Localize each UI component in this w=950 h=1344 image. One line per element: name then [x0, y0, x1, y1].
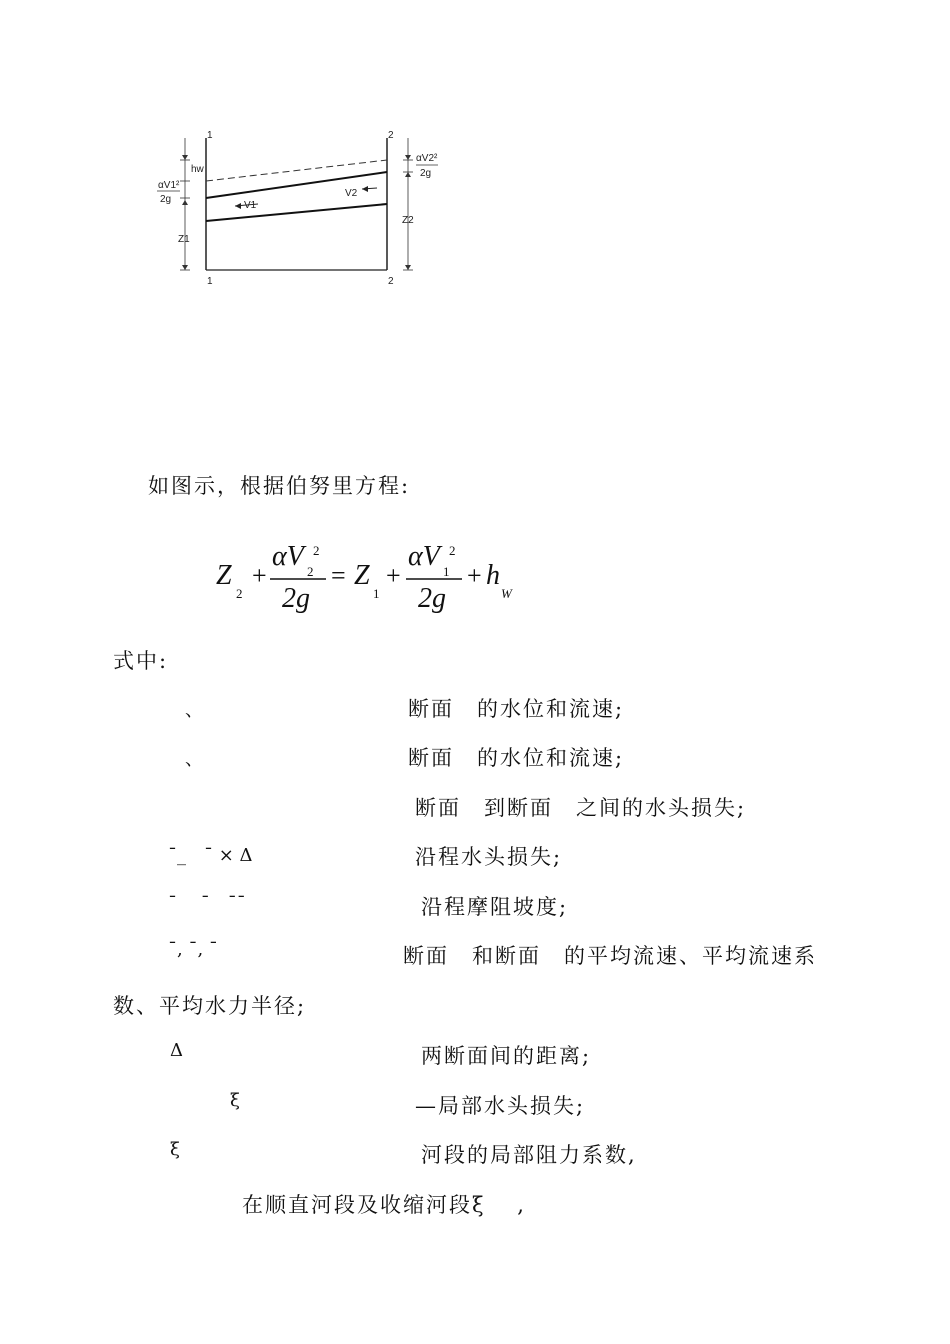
bernoulli-equation — [210, 535, 540, 625]
intro-text: 如图示，根据伯努里方程: — [148, 474, 411, 498]
line-9-symbol: ξ — [230, 1090, 240, 1111]
eq-v1-sub: 1 — [443, 564, 450, 579]
section-2-top-label: 2 — [388, 130, 394, 141]
bed-line — [206, 204, 387, 221]
line-2-symbol: 、 — [185, 749, 203, 770]
eq-z1: Z — [354, 560, 370, 591]
eq-v2-sup: 2 — [313, 543, 320, 558]
line-7-text: 数、平均水力半径; — [113, 994, 307, 1018]
eq-alpha-v2: αV — [272, 541, 304, 572]
line-10-text: 河段的局部阻力系数, — [421, 1143, 637, 1167]
eq-plus-1: + — [252, 561, 267, 590]
eq-z2-sub: 2 — [236, 586, 243, 601]
line-5-symbol: ¯ ¯ ¯¯ — [168, 893, 246, 914]
eq-z2: Z — [216, 560, 232, 591]
eq-equals: = — [331, 561, 346, 590]
line-10-symbol: ξ — [170, 1139, 180, 1160]
line-6-text: 断面 和断面 的平均流速、平均流速系 — [403, 944, 817, 968]
eq-h: h — [486, 560, 500, 591]
line-9-text: —局部水头损失; — [415, 1094, 586, 1118]
eq-z1-sub: 1 — [373, 586, 380, 601]
eq-h-sub: W — [501, 586, 512, 601]
eq-v1-sup: 2 — [449, 543, 456, 558]
line-1-text: 断面 的水位和流速; — [408, 697, 625, 721]
head1-den-label: 2g — [160, 194, 172, 205]
line-2-text: 断面 的水位和流速; — [408, 746, 625, 770]
line-5-text: 沿程摩阻坡度; — [421, 895, 569, 919]
line-6-symbol: ¯, ¯, ¯ — [168, 939, 218, 960]
bernoulli-diagram — [140, 120, 440, 300]
line-4-symbol: ¯_ ¯ × Δ — [168, 845, 253, 866]
head1-num-label: αV1² — [158, 180, 180, 191]
water-surface-line — [206, 172, 387, 198]
eq-den-1: 2g — [282, 583, 310, 614]
v1-label: V1 — [244, 200, 257, 211]
head2-num-label: αV2² — [416, 153, 438, 164]
z1-label: Z1 — [178, 234, 190, 245]
section-2-bottom-label: 2 — [388, 276, 394, 287]
v2-label: V2 — [345, 188, 358, 199]
section-1-top-label: 1 — [207, 130, 213, 141]
section-1-bottom-label: 1 — [207, 276, 213, 287]
hw-label: hw — [191, 164, 204, 175]
eq-plus-2: + — [386, 561, 401, 590]
line-11-text: 在顺直河段及收缩河段ξ , — [242, 1193, 526, 1217]
eq-alpha-v1: αV — [408, 541, 440, 572]
energy-line — [206, 160, 387, 181]
eq-v2-sub: 2 — [307, 564, 314, 579]
eq-plus-3: + — [467, 561, 482, 590]
line-4-text: 沿程水头损失; — [415, 845, 563, 869]
line-1-symbol: 、 — [185, 700, 203, 721]
line-8-symbol: Δ — [170, 1040, 183, 1061]
where-label: 式中: — [113, 649, 169, 673]
z2-label: Z2 — [402, 215, 414, 226]
head2-den-label: 2g — [420, 168, 432, 179]
eq-den-2: 2g — [418, 583, 446, 614]
line-8-text: 两断面间的距离; — [421, 1044, 592, 1068]
line-3-text: 断面 到断面 之间的水头损失; — [415, 796, 747, 820]
